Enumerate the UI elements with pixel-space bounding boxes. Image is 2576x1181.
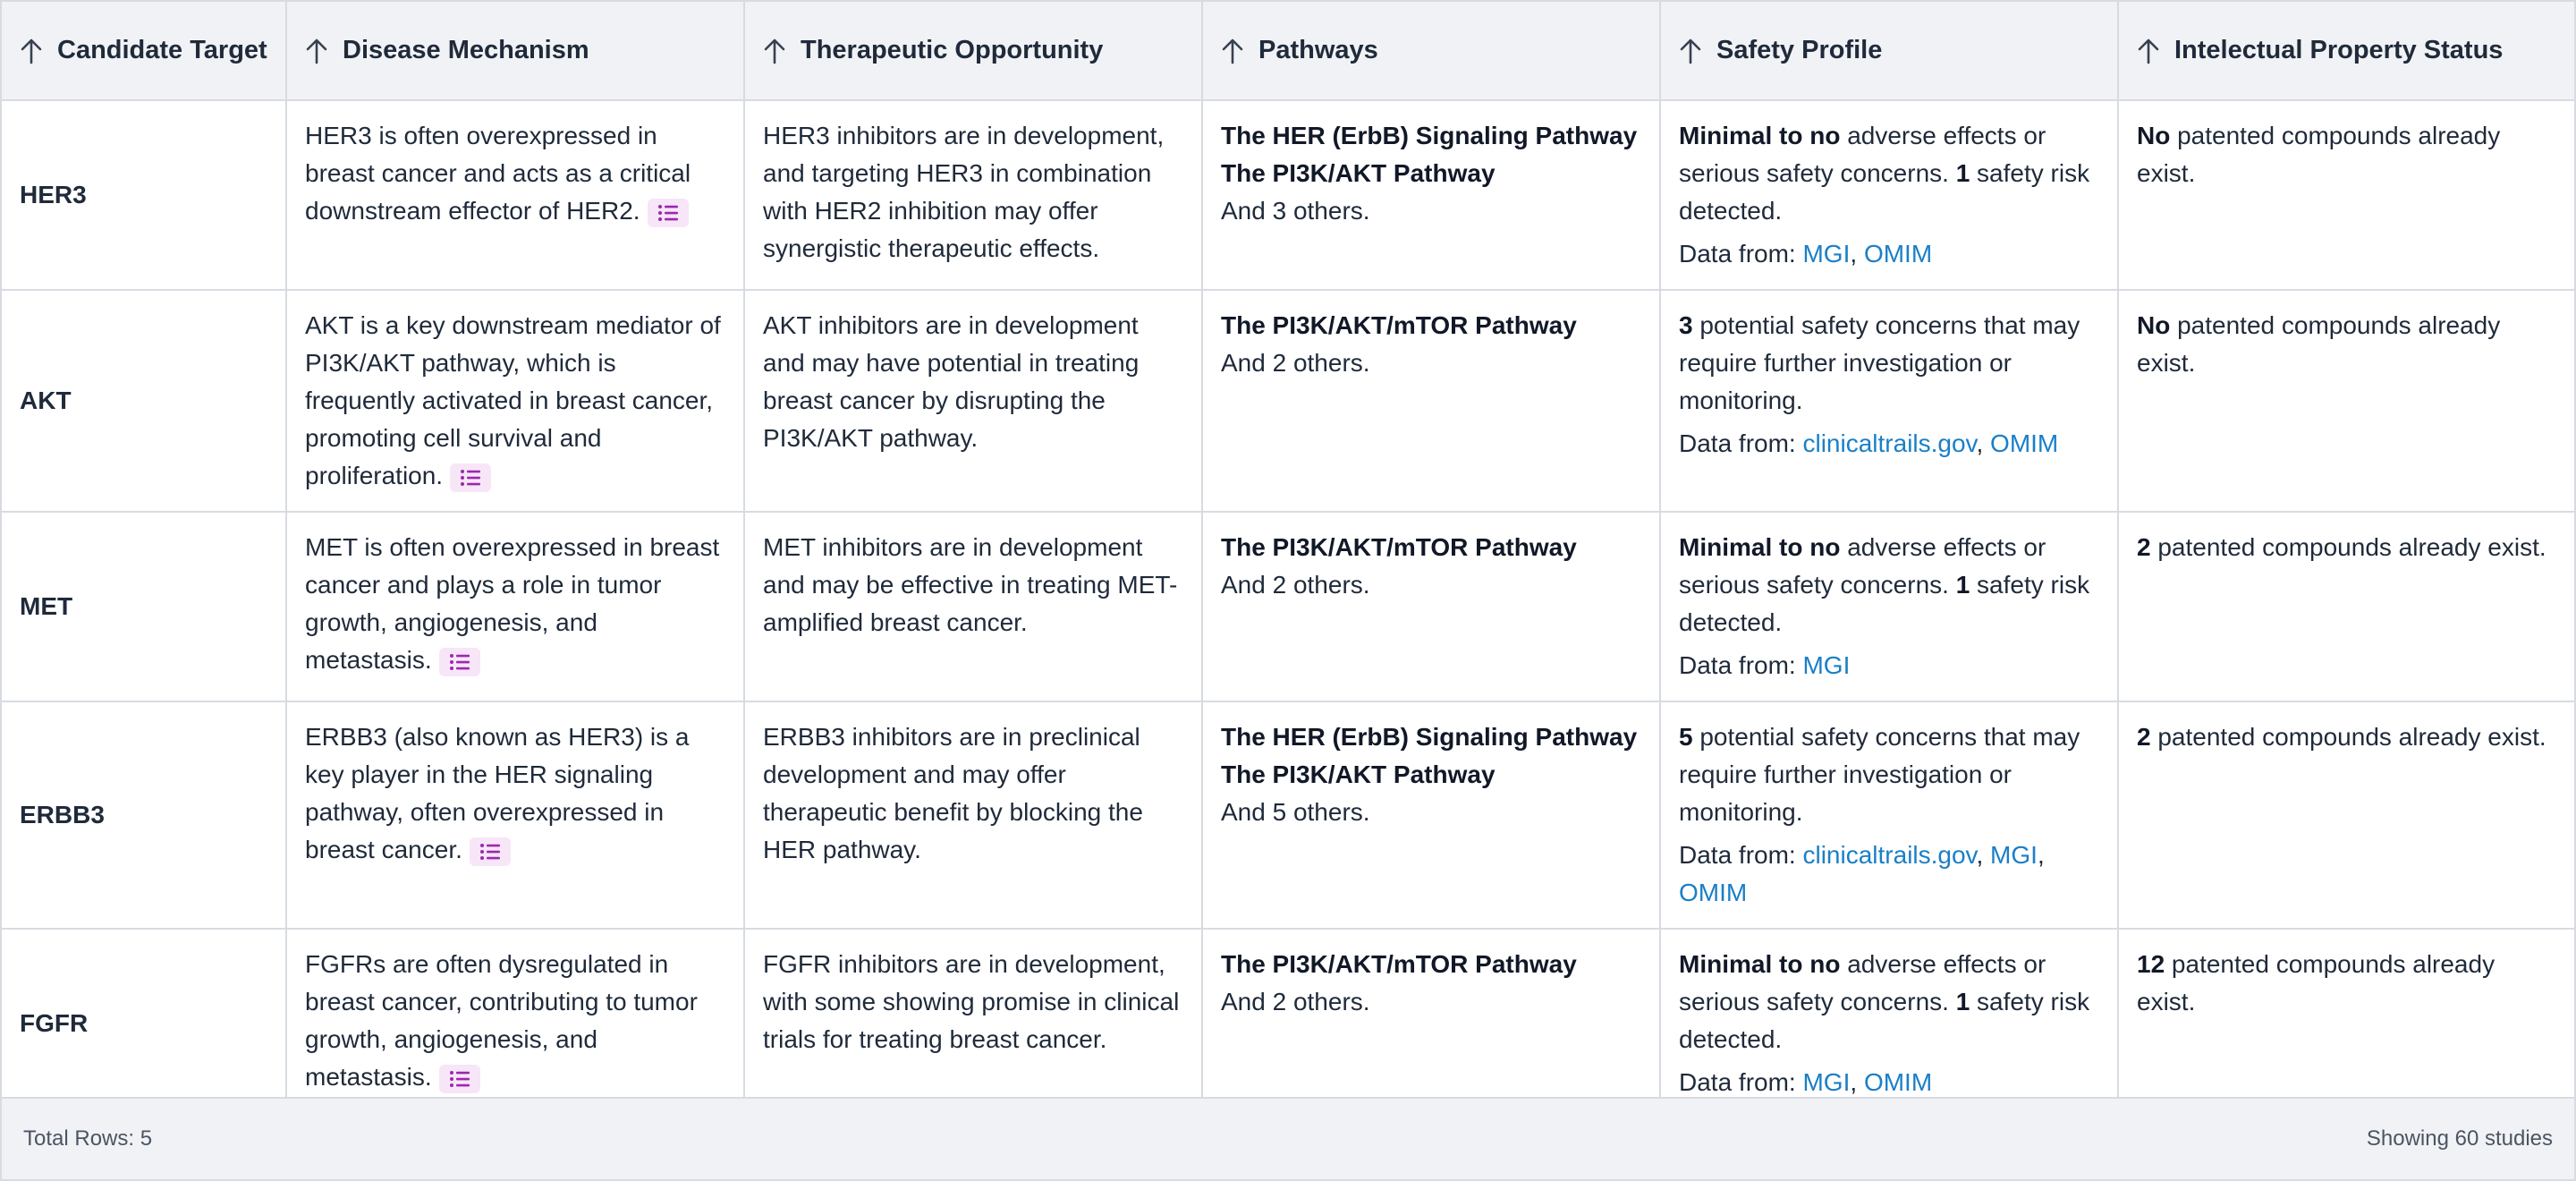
candidate-target: FGFR xyxy=(20,1009,89,1037)
safety-summary xyxy=(1679,718,2099,831)
safety-highlight: Minimal to no xyxy=(1679,950,1841,978)
data-from-label: Data from: xyxy=(1679,841,1803,869)
therapeutic-opportunity-text: ERBB3 inhibitors are in preclinical development and may offer therapeutic benefit by blocking the HER pathway. xyxy=(763,723,1143,863)
safety-highlight: Minimal to no xyxy=(1679,122,1841,149)
data-source-link[interactable]: OMIM xyxy=(1679,879,1748,906)
disease-mechanism-cell xyxy=(286,100,744,290)
arrow-up-icon xyxy=(1221,38,1244,64)
therapeutic-opportunity-cell xyxy=(744,512,1202,701)
ip-count: 2 xyxy=(2137,723,2151,751)
data-source-link[interactable]: OMIM xyxy=(1863,1068,1933,1096)
column-header-label: Pathways xyxy=(1258,36,1378,64)
disease-mechanism-text: FGFRs are often dysregulated in breast cancer, contributing to tumor growth, angiogenesis, and metastasis. xyxy=(305,950,698,1091)
ip-status-cell xyxy=(2118,512,2574,701)
data-sources: Data from: clinicaltrails.gov, MGI, OMIM xyxy=(1679,841,2045,906)
safety-highlight: 5 xyxy=(1679,723,1693,751)
pathways-more: And 2 others. xyxy=(1221,349,1370,377)
data-source-link[interactable]: OMIM xyxy=(1863,240,1933,268)
column-header-safety-profile[interactable] xyxy=(1660,2,2118,100)
pathways-more: And 2 others. xyxy=(1221,571,1370,599)
pathways-cell xyxy=(1202,929,1660,1118)
ip-status-text: patented compounds already exist. xyxy=(2150,533,2546,561)
ip-count: 2 xyxy=(2137,533,2151,561)
therapeutic-opportunity-text: HER3 inhibitors are in development, and targeting HER3 in combination with HER2 inhibition may offer synergistic therapeutic effects. xyxy=(763,122,1165,262)
column-header-label: Intelectual Property Status xyxy=(2174,36,2504,64)
candidate-target: ERBB3 xyxy=(20,801,105,828)
disease-mechanism-cell xyxy=(286,290,744,512)
ip-count: No xyxy=(2137,122,2171,149)
arrow-up-icon xyxy=(763,38,786,64)
safety-text: potential safety concerns that may require further investigation or monitoring. xyxy=(1679,723,2080,826)
ip-status-cell xyxy=(2118,701,2574,929)
column-header-label: Candidate Target xyxy=(57,36,267,64)
safety-text: adverse effects or serious safety concerns. xyxy=(1679,533,2046,599)
citation-list-icon[interactable] xyxy=(450,463,491,492)
table-body xyxy=(2,100,2574,1118)
total-rows-label: Total Rows: 5 xyxy=(23,1126,153,1151)
data-source-link[interactable]: MGI xyxy=(1802,651,1851,679)
ip-status-text: patented compounds already exist. xyxy=(2150,723,2546,751)
pathways-cell xyxy=(1202,290,1660,512)
table-row xyxy=(2,100,2574,290)
safety-summary xyxy=(1679,529,2099,641)
disease-mechanism-cell xyxy=(286,701,744,929)
column-header-label: Therapeutic Opportunity xyxy=(801,36,1104,64)
safety-tail: safety risk detected. xyxy=(1679,571,2090,636)
candidate-target-cell xyxy=(2,290,286,512)
data-sources: Data from: MGI, OMIM xyxy=(1679,240,1933,268)
safety-summary xyxy=(1679,946,2099,1058)
pathway-name: The PI3K/AKT Pathway xyxy=(1221,760,1496,788)
ip-count: 12 xyxy=(2137,950,2165,978)
disease-mechanism-cell xyxy=(286,512,744,701)
data-source-link[interactable]: clinicaltrails.gov xyxy=(1802,841,1977,869)
pathways-more: And 5 others. xyxy=(1221,798,1370,826)
data-source-link[interactable]: MGI xyxy=(1990,841,2038,869)
citation-list-icon[interactable] xyxy=(439,648,480,676)
pathway-name: The PI3K/AKT Pathway xyxy=(1221,159,1496,187)
arrow-up-icon xyxy=(1679,38,1702,64)
therapeutic-opportunity-text: AKT inhibitors are in development and may have potential in treating breast cancer by disrupting the PI3K/AKT pathway. xyxy=(763,311,1140,452)
safety-tail: safety risk detected. xyxy=(1679,988,2090,1053)
arrow-up-icon xyxy=(305,38,328,64)
data-from-label: Data from: xyxy=(1679,651,1803,679)
column-header-disease-mechanism[interactable] xyxy=(286,2,744,100)
therapeutic-opportunity-text: FGFR inhibitors are in development, with some showing promise in clinical trials for treating breast cancer. xyxy=(763,950,1180,1053)
therapeutic-opportunity-text: MET inhibitors are in development and may be effective in treating MET-amplified breast cancer. xyxy=(763,533,1178,636)
data-from-label: Data from: xyxy=(1679,240,1803,268)
ip-count: No xyxy=(2137,311,2171,339)
pathway-name: The HER (ErbB) Signaling Pathway xyxy=(1221,122,1638,149)
data-sources: Data from: MGI, OMIM xyxy=(1679,1068,1933,1096)
pathways-cell xyxy=(1202,701,1660,929)
candidate-target-cell xyxy=(2,701,286,929)
candidate-target-cell xyxy=(2,100,286,290)
ip-status-text: patented compounds already exist. xyxy=(2137,122,2501,187)
ip-status-cell xyxy=(2118,929,2574,1118)
safety-profile-cell xyxy=(1660,701,2118,929)
arrow-up-icon xyxy=(2137,38,2160,64)
pathways-more: And 2 others. xyxy=(1221,988,1370,1015)
safety-summary xyxy=(1679,117,2099,230)
disease-mechanism-text: MET is often overexpressed in breast cancer and plays a role in tumor growth, angiogenesis, and metastasis. xyxy=(305,533,720,674)
table-row xyxy=(2,929,2574,1118)
ip-status-cell xyxy=(2118,100,2574,290)
citation-list-icon[interactable] xyxy=(648,199,689,227)
ip-status-cell xyxy=(2118,290,2574,512)
showing-studies-label: Showing 60 studies xyxy=(2366,1126,2553,1151)
data-sources: Data from: clinicaltrails.gov, OMIM xyxy=(1679,429,2059,457)
pathways-cell xyxy=(1202,100,1660,290)
data-source-link[interactable]: clinicaltrails.gov xyxy=(1802,429,1977,457)
column-header-candidate-target[interactable] xyxy=(2,2,286,100)
therapeutic-opportunity-cell xyxy=(744,929,1202,1118)
disease-mechanism-text: AKT is a key downstream mediator of PI3K/AKT pathway, which is frequently activated in breast cancer, promoting cell survival and proliferation. xyxy=(305,311,721,489)
column-header-therapeutic-opportunity[interactable] xyxy=(744,2,1202,100)
column-header-label: Disease Mechanism xyxy=(343,36,589,64)
targets-table xyxy=(2,2,2574,1119)
safety-profile-cell xyxy=(1660,290,2118,512)
data-sources xyxy=(1679,647,2099,684)
therapeutic-opportunity-cell xyxy=(744,701,1202,929)
safety-highlight: Minimal to no xyxy=(1679,533,1841,561)
safety-summary xyxy=(1679,307,2099,420)
citation-list-icon[interactable] xyxy=(470,837,511,866)
column-header-intelectual-property-status[interactable] xyxy=(2118,2,2574,100)
column-header-label: Safety Profile xyxy=(1716,36,1883,64)
pathway-name: The PI3K/AKT/mTOR Pathway xyxy=(1221,533,1577,561)
candidate-target: MET xyxy=(20,592,73,620)
arrow-up-icon xyxy=(20,38,43,64)
candidate-target-cell xyxy=(2,512,286,701)
safety-risk-count: 1 xyxy=(1955,159,1970,187)
pathway-name: The HER (ErbB) Signaling Pathway xyxy=(1221,723,1638,751)
safety-profile-cell xyxy=(1660,100,2118,290)
candidate-target-cell xyxy=(2,929,286,1118)
pathways-cell xyxy=(1202,512,1660,701)
candidate-target: HER3 xyxy=(20,181,87,208)
candidate-target: AKT xyxy=(20,387,72,414)
safety-text: adverse effects or serious safety concerns. xyxy=(1679,122,2046,187)
column-header-pathways[interactable] xyxy=(1202,2,1660,100)
safety-risk-count: 1 xyxy=(1955,571,1970,599)
safety-text: adverse effects or serious safety concerns. xyxy=(1679,950,2046,1015)
ip-status-text: patented compounds already exist. xyxy=(2137,950,2496,1015)
therapeutic-opportunity-cell xyxy=(744,290,1202,512)
data-source-link[interactable]: OMIM xyxy=(1990,429,2059,457)
data-source-link[interactable]: MGI xyxy=(1802,1068,1851,1096)
disease-mechanism-text: ERBB3 (also known as HER3) is a key player in the HER signaling pathway, often overexpressed in breast cancer. xyxy=(305,723,690,863)
table-row xyxy=(2,512,2574,701)
pathway-name: The PI3K/AKT/mTOR Pathway xyxy=(1221,950,1577,978)
table-row xyxy=(2,701,2574,929)
table-row xyxy=(2,290,2574,512)
pathways-more: And 3 others. xyxy=(1221,197,1370,225)
safety-risk-count: 1 xyxy=(1955,988,1970,1015)
safety-text: potential safety concerns that may require further investigation or monitoring. xyxy=(1679,311,2080,414)
disease-mechanism-text: HER3 is often overexpressed in breast cancer and acts as a critical downstream effector of HER2. xyxy=(305,122,691,225)
safety-profile-cell xyxy=(1660,929,2118,1118)
disease-mechanism-cell xyxy=(286,929,744,1118)
data-from-label: Data from: xyxy=(1679,429,1803,457)
therapeutic-opportunity-cell xyxy=(744,100,1202,290)
data-from-label: Data from: xyxy=(1679,1068,1803,1096)
data-source-link[interactable]: MGI xyxy=(1802,240,1851,268)
ip-status-text: patented compounds already exist. xyxy=(2137,311,2501,377)
table-footer xyxy=(2,1097,2574,1179)
pathway-name: The PI3K/AKT/mTOR Pathway xyxy=(1221,311,1577,339)
safety-profile-cell xyxy=(1660,512,2118,701)
table-header-row xyxy=(2,2,2574,100)
safety-highlight: 3 xyxy=(1679,311,1693,339)
safety-tail: safety risk detected. xyxy=(1679,159,2090,225)
citation-list-icon[interactable] xyxy=(439,1065,480,1093)
